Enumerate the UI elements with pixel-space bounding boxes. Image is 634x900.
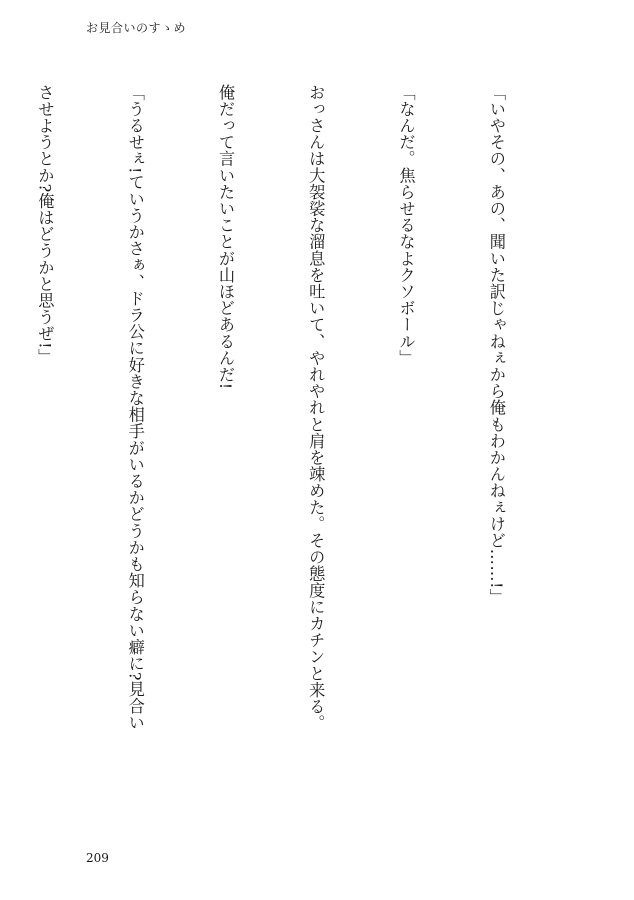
text-line: 「いやその、あの、聞いた訳じゃねぇから俺もわかんねぇけど……!」 [486,84,506,606]
text-line: 「なんだ。焦らせるなよクソボール」 [396,84,416,367]
running-head: お見合いのすゝめ [86,21,187,35]
vertical-body-text [0,84,571,844]
text-line: させようとか?俺はどうかと思うぜ!」 [35,84,55,366]
text-line: おっさんは大袈裟な溜息を吐いて、やれやれと肩を竦めた。その態度にカチンと来る。 [306,84,326,732]
text-line: 「うるせぇ!ていうかさぁ、ドラ公に好きな相手がいるかどうかも知らない癖に?見合い [125,84,145,731]
text-line: 俺だって言いたいことが山ほどあるんだ! [215,84,235,390]
page-number: 209 [86,851,109,865]
